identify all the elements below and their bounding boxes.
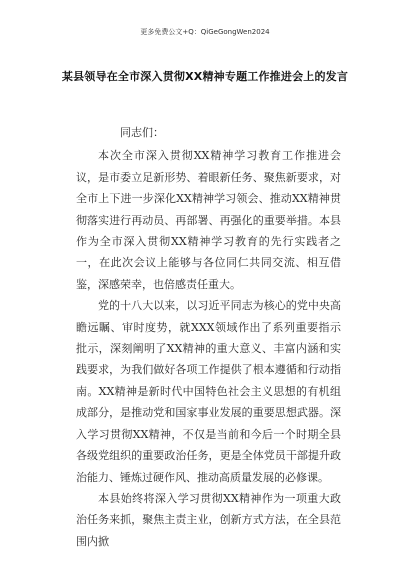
paragraph-2: 党的十八大以来，以习近平同志为核心的党中央高瞻远瞩、审时度势，就XXX领域作出了系列重要指示批示，深刻阐明了XX精神的重大意义、丰富内涵和实践要求，为我们做好各项工作提供了根本遵循和行动指南。XX精神是新时代中国特色社会主义思想的有机组成部分，是推动党和国家事业发展的重要思想武器。深入学习贯彻XX精神，不仅是当前和今后一个时期全县各级党组织的重要政治任务，更是全体党员干部提升政治能力、锤炼过硬作风、推动高质量发展的必修课。 <box>76 299 341 484</box>
paragraph-1: 本次全市深入贯彻XX精神学习教育工作推进会议，是市委立足新形势、着眼新任务、聚焦新要求，对全市上下进一步深化XX精神学习领会、推动XX精神贯彻落实进行再动员、再部署、再强化的重要举措。本县作为全市深入贯彻XX精神学习教育的先行实践者之一，在此次会议上能够与各位同仁共同交流、相互借鉴，深感荣幸，也倍感责任重大。 <box>76 149 341 291</box>
document-body <box>76 122 341 552</box>
document-title: 某县领导在全市深入贯彻XX精神专题工作推进会上的发言 <box>61 70 349 83</box>
salutation: 同志们： <box>120 126 164 139</box>
paragraph-3: 本县始终将深入学习贯彻XX精神作为一项重大政治任务来抓，聚焦主责主业，创新方式方法，在全县范围内掀 <box>76 491 341 548</box>
header-note: 更多免费公文+Q：QiGeGongWen2024 <box>140 28 270 36</box>
